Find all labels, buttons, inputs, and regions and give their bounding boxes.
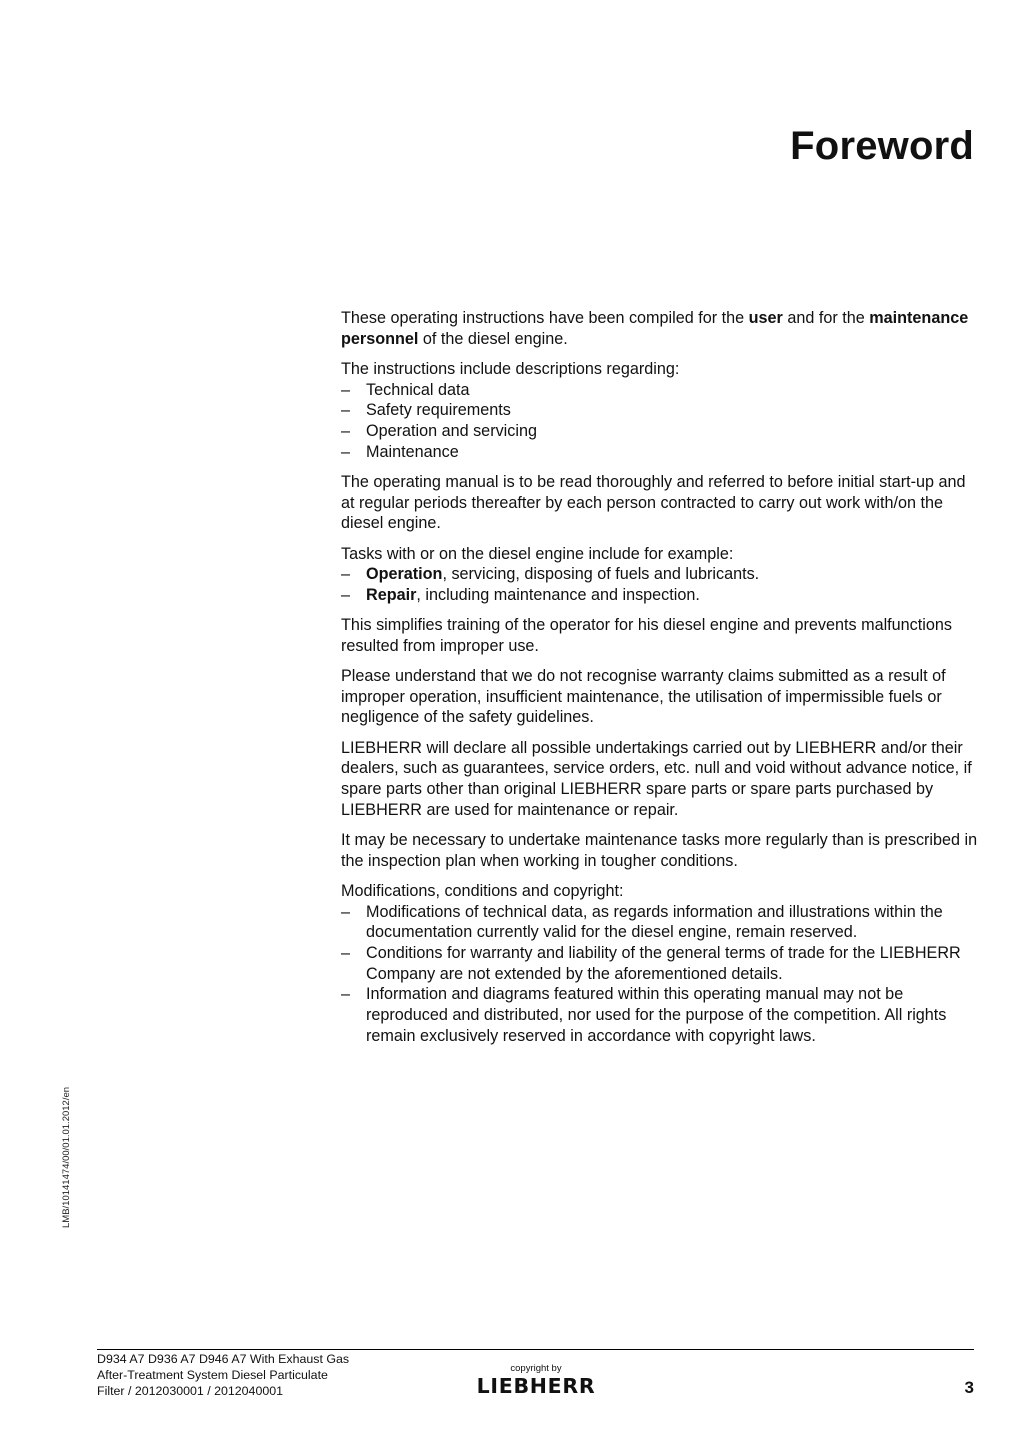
- list-item: – Operation, servicing, disposing of fuels and lubricants.: [341, 564, 981, 585]
- document-code: LMB/10141474/00/01.01.2012/en: [61, 1086, 72, 1228]
- list-item: – Maintenance: [341, 442, 981, 463]
- list-item: – Operation and servicing: [341, 421, 981, 442]
- list-item: – Safety requirements: [341, 400, 981, 421]
- manual-reading-paragraph: The operating manual is to be read thoroughly and referred to before initial start-up and at regular periods thereafter by each person contracted to carry out work with/on the diesel engine.: [341, 472, 966, 533]
- footer-line: D934 A7 D936 A7 D946 A7 With Exhaust Gas: [97, 1352, 350, 1366]
- page-title: Foreword: [790, 124, 974, 168]
- list-item: – Modifications of technical data, as regards information and illustrations within the documentation currently valid for the diesel engine, remain reserved.: [341, 902, 981, 943]
- liebherr-logo: LIEBHERR: [476, 1374, 596, 1398]
- list-item: – Technical data: [341, 380, 981, 401]
- list-item: – Repair, including maintenance and inspection.: [341, 585, 981, 606]
- descriptions-list: [341, 380, 981, 463]
- intro-paragraph: These operating instructions have been compiled for the user and for the maintenance personnel of the diesel engine.: [341, 309, 969, 348]
- foreword-body: [341, 308, 981, 1056]
- warranty-paragraph: Please understand that we do not recognise warranty claims submitted as a result of improper operation, insufficient maintenance, the utilisation of impermissible fuels or negligence of the safety guidelines.: [341, 667, 946, 727]
- footer-document-title: [97, 1352, 349, 1399]
- list-item: – Information and diagrams featured within this operating manual may not be reproduced and distributed, nor used for the purpose of the competition. All rights remain exclusively reserved in accordance with copyright laws.: [341, 984, 981, 1046]
- list-item: – Conditions for warranty and liability of the general terms of trade for the LIEBHERR Company are not extended by the aforementioned details.: [341, 943, 981, 984]
- modifications-list: [341, 902, 981, 1047]
- maintenance-frequency-paragraph: It may be necessary to undertake maintenance tasks more regularly than is prescribed in the inspection plan when working in tougher conditions.: [341, 830, 978, 870]
- descriptions-intro: The instructions include descriptions regarding:: [341, 359, 680, 378]
- tasks-intro: Tasks with or on the diesel engine include for example:: [341, 544, 734, 563]
- undertakings-paragraph: LIEBHERR will declare all possible undertakings carried out by LIEBHERR and/or their dealers, such as guarantees, service orders, etc. null and void without advance notice, if spare parts other than original LIEBHERR spare parts or spare parts purchased by LIEBHERR are used for maintenance or repair.: [341, 738, 972, 819]
- modifications-intro: Modifications, conditions and copyright:: [341, 881, 624, 900]
- tasks-list: [341, 564, 981, 605]
- footer-divider: [97, 1349, 974, 1350]
- footer-line: After-Treatment System Diesel Particulate: [97, 1367, 328, 1382]
- copyright-label: copyright by: [510, 1363, 562, 1374]
- footer-line: Filter / 2012030001 / 2012040001: [97, 1383, 284, 1398]
- training-paragraph: This simplifies training of the operator for his diesel engine and prevents malfunctions resulted from improper use.: [341, 616, 952, 655]
- page-number: 3: [964, 1378, 974, 1397]
